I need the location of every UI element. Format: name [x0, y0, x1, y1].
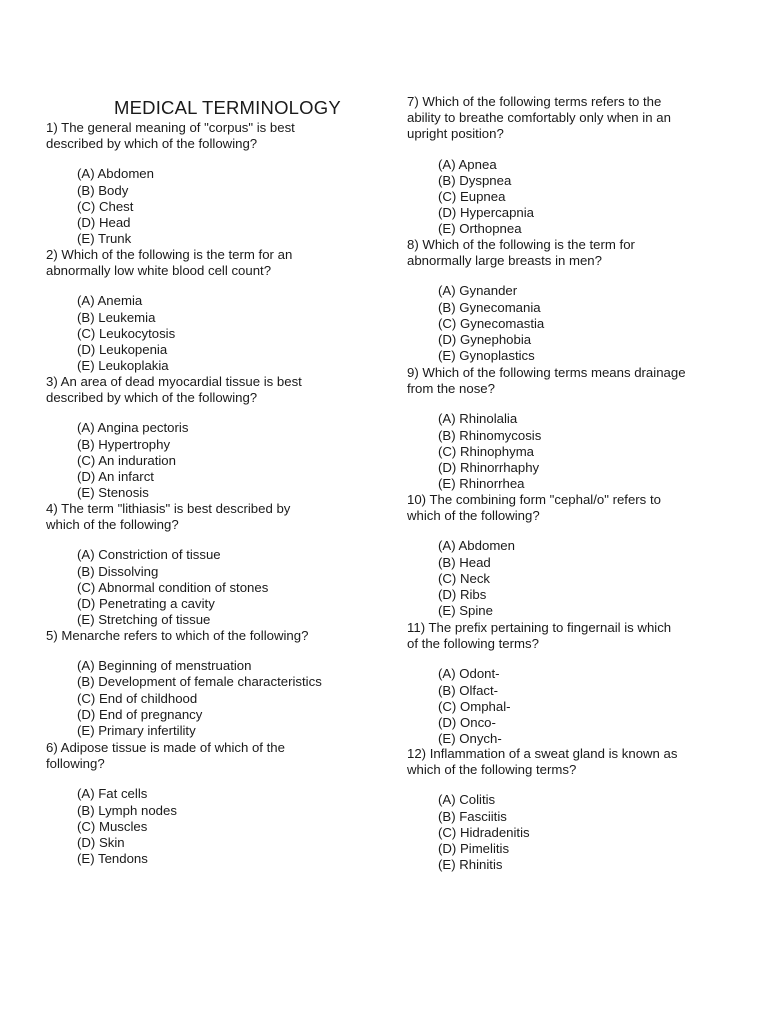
- option-c: (C) End of childhood: [77, 690, 198, 706]
- option-b: (B) Fasciitis: [438, 808, 507, 824]
- question-4: [46, 501, 290, 628]
- option-e: (E) Tendons: [77, 851, 148, 867]
- question-7: [407, 94, 671, 238]
- answer-options: [77, 166, 295, 247]
- option-a: (A) Constriction of tissue: [77, 547, 221, 563]
- question-12: [407, 746, 678, 873]
- option-d: (D) End of pregnancy: [77, 706, 203, 722]
- option-e: (E) Stretching of tissue: [77, 612, 211, 628]
- option-a: (A) Rhinolalia: [438, 411, 518, 427]
- option-a: (A) Gynander: [438, 283, 518, 299]
- option-e: (E) Onych-: [438, 731, 502, 747]
- question-9: [407, 365, 686, 492]
- question-stem: 10) The combining form "cephal/o" refers to which of the following?: [407, 492, 661, 524]
- option-d: (D) Pimelitis: [438, 841, 510, 857]
- option-a: (A) Abdomen: [438, 538, 515, 554]
- option-e: (E) Rhinitis: [438, 857, 503, 873]
- answer-options: [77, 420, 302, 501]
- question-stem: 9) Which of the following terms means drainage from the nose?: [407, 365, 686, 397]
- question-stem: 5) Menarche refers to which of the following?: [46, 628, 309, 643]
- option-b: (B) Dyspnea: [438, 172, 512, 188]
- answer-options: [438, 792, 678, 873]
- answer-options: [77, 658, 322, 739]
- question-stem: 12) Inflammation of a sweat gland is known as which of the following terms?: [407, 746, 678, 778]
- option-a: (A) Beginning of menstruation: [77, 658, 252, 674]
- option-c: (C) Abnormal condition of stones: [77, 579, 269, 595]
- option-e: (E) Rhinorrhea: [438, 476, 525, 492]
- option-a: (A) Anemia: [77, 293, 143, 309]
- option-d: (D) An infarct: [77, 469, 154, 485]
- option-a: (A) Odont-: [438, 666, 500, 682]
- option-a: (A) Apnea: [438, 156, 497, 172]
- option-c: (C) Leukocytosis: [77, 325, 176, 341]
- option-a: (A) Colitis: [438, 792, 496, 808]
- question-11: [407, 620, 671, 747]
- question-3: [46, 374, 302, 501]
- option-b: (B) Leukemia: [77, 309, 156, 325]
- question-stem: 6) Adipose tissue is made of which of the following?: [46, 740, 285, 772]
- option-a: (A) Angina pectoris: [77, 420, 189, 436]
- option-e: (E) Primary infertility: [77, 723, 196, 739]
- option-b: (B) Gynecomania: [438, 299, 541, 315]
- question-stem: 2) Which of the following is the term for an abnormally low white blood cell count?: [46, 247, 293, 279]
- option-d: (D) Hypercapnia: [438, 205, 535, 221]
- option-d: (D) Head: [77, 215, 131, 231]
- answer-options: [438, 283, 635, 364]
- option-d: (D) Leukopenia: [77, 342, 168, 358]
- option-b: (B) Lymph nodes: [77, 802, 177, 818]
- option-d: (D) Penetrating a cavity: [77, 596, 215, 612]
- answer-options: [77, 786, 285, 867]
- option-c: (C) Chest: [77, 198, 134, 214]
- option-b: (B) Olfact-: [438, 682, 499, 698]
- option-e: (E) Trunk: [77, 231, 132, 247]
- answer-options: [77, 547, 290, 628]
- option-e: (E) Gynoplastics: [438, 348, 535, 364]
- option-a: (A) Abdomen: [77, 166, 154, 182]
- option-b: (B) Development of female characteristics: [77, 674, 322, 690]
- option-c: (C) Eupnea: [438, 189, 506, 205]
- option-d: (D) Rhinorrhaphy: [438, 460, 540, 476]
- option-c: (C) Neck: [438, 570, 491, 586]
- option-b: (B) Hypertrophy: [77, 436, 171, 452]
- answer-options: [438, 538, 661, 619]
- question-10: [407, 492, 661, 619]
- option-b: (B) Dissolving: [77, 563, 159, 579]
- answer-options: [438, 666, 671, 747]
- option-c: (C) Muscles: [77, 818, 148, 834]
- answer-options: [438, 411, 686, 492]
- option-b: (B) Head: [438, 554, 491, 570]
- question-stem: 3) An area of dead myocardial tissue is best described by which of the following?: [46, 374, 302, 406]
- option-a: (A) Fat cells: [77, 786, 148, 802]
- question-1: [46, 120, 295, 247]
- question-5: [46, 628, 322, 739]
- option-b: (B) Body: [77, 182, 129, 198]
- question-stem: 1) The general meaning of "corpus" is best described by which of the following?: [46, 120, 295, 152]
- option-d: (D) Skin: [77, 835, 125, 851]
- option-c: (C) Omphal-: [438, 698, 511, 714]
- option-d: (D) Onco-: [438, 715, 496, 731]
- option-e: (E) Stenosis: [77, 485, 149, 501]
- option-c: (C) An induration: [77, 452, 176, 468]
- question-stem: 11) The prefix pertaining to fingernail is which of the following terms?: [407, 620, 672, 652]
- page-title: MEDICAL TERMINOLOGY: [114, 97, 341, 118]
- option-d: (D) Gynephobia: [438, 332, 532, 348]
- question-stem: 7) Which of the following terms refers to the ability to breathe comfortably only when in an upright position?: [407, 94, 671, 142]
- option-c: (C) Hidradenitis: [438, 824, 530, 840]
- option-d: (D) Ribs: [438, 587, 487, 603]
- option-e: (E) Orthopnea: [438, 221, 522, 237]
- answer-options: [438, 157, 671, 238]
- question-stem: 4) The term "lithiasis" is best described by which of the following?: [46, 501, 291, 533]
- option-b: (B) Rhinomycosis: [438, 427, 542, 443]
- question-stem: 8) Which of the following is the term for abnormally large breasts in men?: [407, 237, 635, 269]
- option-c: (C) Rhinophyma: [438, 443, 535, 459]
- option-e: (E) Spine: [438, 603, 493, 619]
- option-e: (E) Leukoplakia: [77, 358, 169, 374]
- question-2: [46, 247, 292, 374]
- question-8: [407, 237, 635, 364]
- question-6: [46, 740, 285, 867]
- answer-options: [77, 293, 292, 374]
- option-c: (C) Gynecomastia: [438, 315, 545, 331]
